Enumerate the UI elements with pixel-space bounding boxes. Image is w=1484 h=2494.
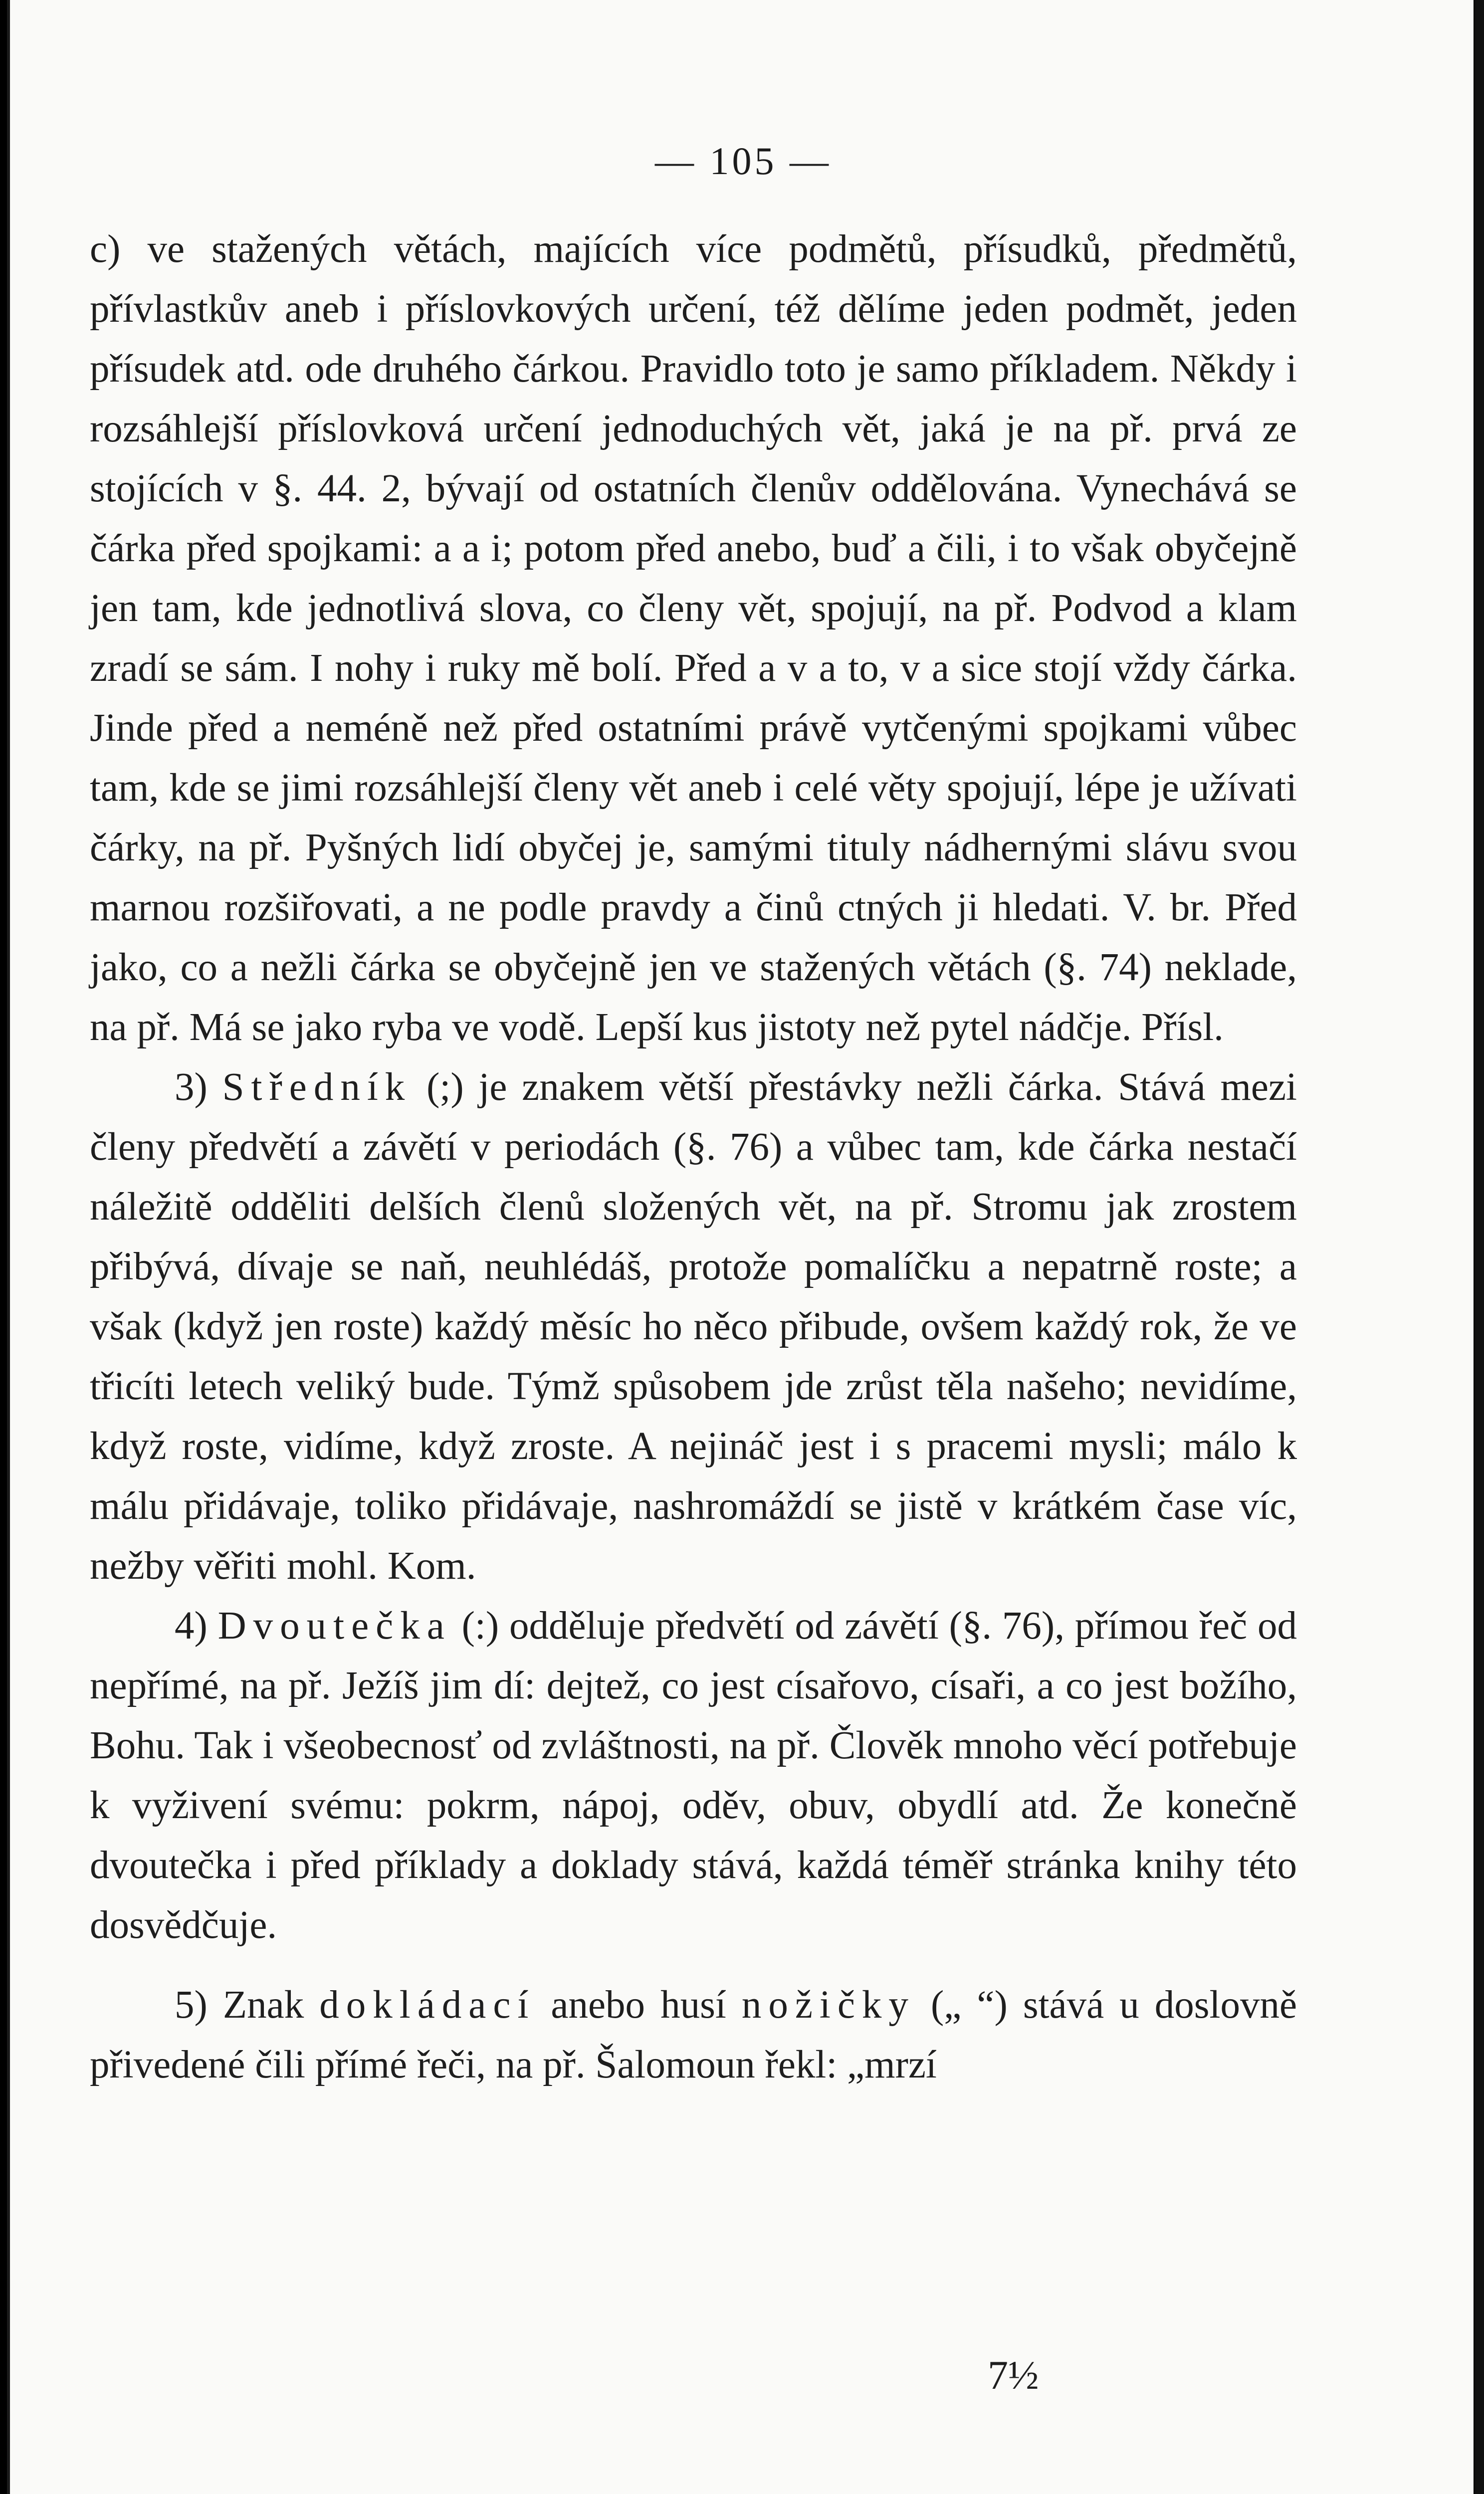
term-dokladaci: dokládací [319, 1983, 536, 2027]
paragraph-3-number: 3) [175, 1065, 208, 1109]
paragraph-3 [90, 1057, 1297, 1596]
signature-mark: 7½ [988, 2352, 1039, 2398]
page-number: — 105 — [655, 139, 832, 183]
paragraph-c-text: c) ve stažených větách, majících více podmětů, přísudků, předmětů, přívlastkův aneb i příslovkových určení, též dělíme jeden podmět, jeden přísudek atd. ode druhého čárkou. Pravidlo toto je samo příkladem. Někdy i rozsáhlejší příslovková určení jednoduchých vět, jaká je na př. prvá ze stojících v §. 44. 2, bývají od ostatních členův oddělována. Vynechává se čárka před spojkami: a a i; potom před anebo, buď a čili, i to však obyčejně jen tam, kde jednotlivá slova, co členy vět, spojují, na př. Podvod a klam zradí se sám. I nohy i ruky mě bolí. Před a v a to, v a sice stojí vždy čárka. Jinde před a neméně než před ostatními právě vytčenými spojkami vůbec tam, kde se jimi rozsáhlejší členy vět aneb i celé věty spojují, lépe je užívati čárky, na př. Pyšných lidí obyčej je, samými tituly nádhernými slávu svou marnou rozšiřovati, a ne podle pravdy a činů ctných ji hledati. V. br. Před jako, co a nežli čárka se obyčejně jen ve stažených větách (§. 74) neklade, na př. Má se jako ryba ve vodě. Lepší kus jistoty než pytel nádčje. Přísl. [90, 227, 1297, 1049]
body-text [90, 219, 1297, 2095]
paragraph-4-text: (:) odděluje předvětí od závětí (§. 76), přímou řeč od nepřímé, na př. Ježíš jim dí: dejtež, co jest císařovo, císaři, a co jest božího, Bohu. Tak i všeobecnosť od zvláštnosti, na př. Člověk mnoho věcí potřebuje k vyživení svému: pokrm, nápoj, oděv, obuv, obydlí atd. Že konečně dvoutečka i před příklady a doklady stává, každá téměř stránka knihy této dosvědčuje. [90, 1604, 1297, 1947]
paragraph-4-number: 4) [175, 1604, 208, 1648]
paragraph-5-pre: Znak [222, 1983, 304, 2027]
paragraph-5-text: („ “) stává u doslovně přivedené čili přímé řeči, na př. Šalomoun řekl: „mrzí [90, 1983, 1297, 2086]
term-strednik: Středník [222, 1065, 412, 1109]
term-nozicky: nožičky [741, 1983, 915, 2027]
paragraph-5-mid: anebo husí [551, 1983, 726, 2027]
book-page [7, 0, 1474, 2494]
page-right-edge [1475, 0, 1484, 2494]
term-dvootecka: Dvoutečka [217, 1604, 451, 1648]
paragraph-c [90, 219, 1297, 1057]
paragraph-4 [90, 1596, 1297, 1955]
paragraph-5 [90, 1975, 1297, 2095]
paragraph-3-text: (;) je znakem větší přestávky nežli čárka. Stává mezi členy předvětí a závětí v periodách (§. 76) a vůbec tam, kde čárka nestačí náležitě odděliti delších členů složených vět, na př. Stromu jak zrostem přibývá, dívaje se naň, neuhlédáš, protože pomalíčku a nepatrně roste; a však (když jen roste) každý měsíc ho něco přibude, ovšem každý rok, že ve třicíti letech veliký bude. Týmž spůsobem jde zrůst těla našeho; nevidíme, když roste, vidíme, když zroste. A nejináč jest i s pracemi mysli; málo k málu přidávaje, toliko přidávaje, nashromáždí se jistě v krátkém čase víc, nežby věřiti mohl. Kom. [90, 1065, 1297, 1588]
paragraph-5-number: 5) [175, 1983, 208, 2027]
